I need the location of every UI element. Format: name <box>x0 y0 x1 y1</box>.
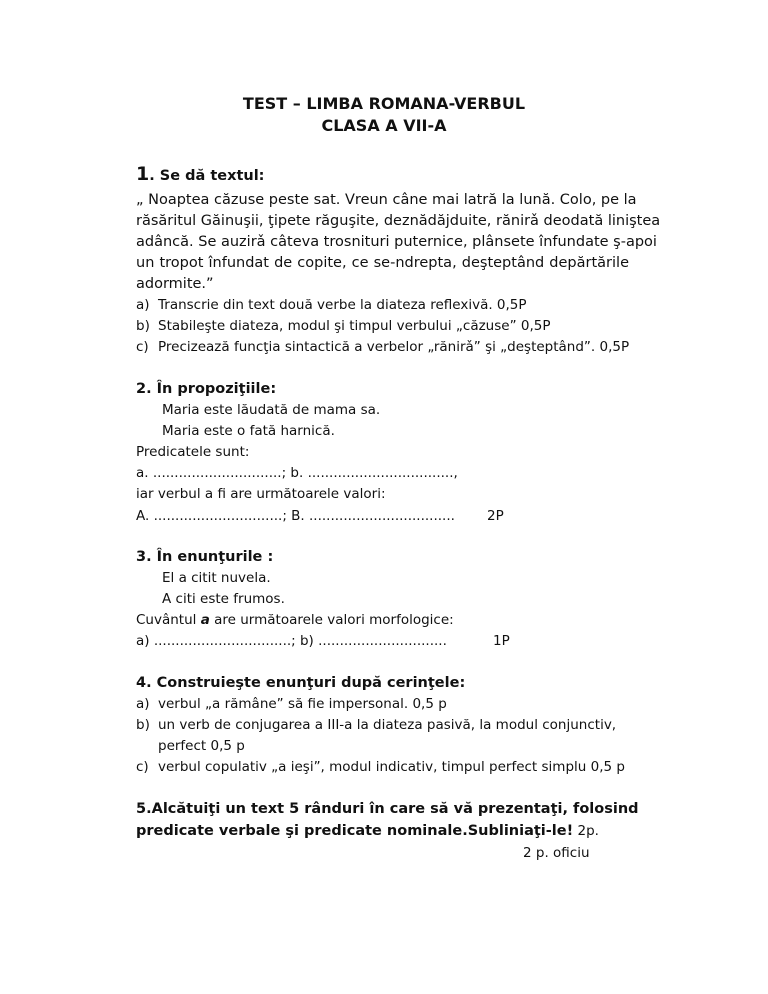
q4-heading: 4. Construieşte enunţuri după cerinţele: <box>136 675 466 691</box>
item-text: Stabileşte diateza, modul şi timpul verbului „căzuse” 0,5P <box>158 318 551 334</box>
item-text: Transcrie din text două verbe la diateza reflexivă. 0,5P <box>158 297 527 313</box>
q4-item-a <box>136 696 447 712</box>
item-label: a) <box>136 297 150 313</box>
q4-item-c <box>136 759 625 775</box>
q3-word-pre: Cuvântul <box>136 612 201 628</box>
q2-sentence: Maria este o fată harnică. <box>162 423 335 439</box>
q3-word-post: are următoarele valori morfologice: <box>209 612 454 628</box>
q3-word-line <box>136 612 454 628</box>
q2-predicates-label: Predicatele sunt: <box>136 444 250 460</box>
item-label: b) <box>136 318 150 334</box>
q3-points: 1P <box>493 633 510 649</box>
q3-heading: 3. În enunţurile : <box>136 549 274 565</box>
item-text: perfect 0,5 p <box>158 738 245 754</box>
item-text: verbul copulativ „a ieşi”, modul indicativ, timpul perfect simplu 0,5 p <box>158 759 625 775</box>
q3-sentence: El a citit nuvela. <box>162 570 271 586</box>
q4-item-b <box>136 717 616 733</box>
q1-text-line: răsăritul Găinuşii, ţipete răguşite, deznădăjduite, rănirǎ deodată liniştea <box>136 213 661 229</box>
q1-item-c <box>136 339 629 355</box>
q3-answer-line: a) ................................; b) .............................. <box>136 633 447 649</box>
q1-item-b <box>136 318 550 334</box>
q1-text-line: adâncă. Se auzirǎ câteva trosnituri puternice, plânsete înfundate ş-apoi <box>136 234 657 250</box>
q1-number: 1 <box>136 163 150 185</box>
item-label: a) <box>136 696 150 712</box>
q1-text-line: „ Noaptea căzuse peste sat. Vreun câne mai latră la lună. Colo, pe la <box>136 192 637 208</box>
item-text: verbul „a rămâne” să fie impersonal. 0,5 p <box>158 696 447 712</box>
q5-line2 <box>136 823 599 839</box>
item-text: un verb de conjugarea a III-a la diateza pasivă, la modul conjunctiv, <box>158 717 617 733</box>
q1-heading-text: . Se dă textul: <box>149 168 265 184</box>
item-label: c) <box>136 759 149 775</box>
item-label: b) <box>136 717 150 733</box>
q2-points: 2P <box>487 508 504 524</box>
q1-text-line: un tropot înfundat de copite, ce se-ndrepta, deşteptând depărtările <box>136 255 629 271</box>
q1-text-line: adormite.” <box>136 276 214 292</box>
q2-sentence: Maria este lăudată de mama sa. <box>162 402 381 418</box>
q5-line2-text: predicate verbale şi predicate nominale.Subliniaţi-le! <box>136 823 574 839</box>
document-title: TEST – LIMBA ROMANA-VERBUL <box>242 94 526 113</box>
q1-item-a <box>136 297 527 313</box>
q5-points: 2p. <box>573 823 599 839</box>
item-label: c) <box>136 339 149 355</box>
q2-values-label: iar verbul a fi are următoarele valori: <box>136 486 386 502</box>
q2-answer-line-AB: A. ..............................; B. .................................. <box>136 508 455 524</box>
oficiu-points: 2 p. oficiu <box>523 845 590 861</box>
q3-word-a: a <box>200 612 210 628</box>
q4-item-b-cont <box>136 738 245 754</box>
q2-heading: 2. În propoziţiile: <box>136 381 277 397</box>
q3-sentence: A citi este frumos. <box>162 591 285 607</box>
q2-answer-line-ab: a. ..............................; b. .................................., <box>136 465 458 481</box>
q1-heading <box>136 163 264 185</box>
document-subtitle: CLASA A VII-A <box>321 116 447 135</box>
item-text: Precizează funcţia sintactică a verbelor „rănirǎ” şi „deşteptând”. 0,5P <box>158 339 630 355</box>
q5-line1: 5.Alcătuiţi un text 5 rânduri în care să vă prezentaţi, folosind <box>136 801 639 817</box>
